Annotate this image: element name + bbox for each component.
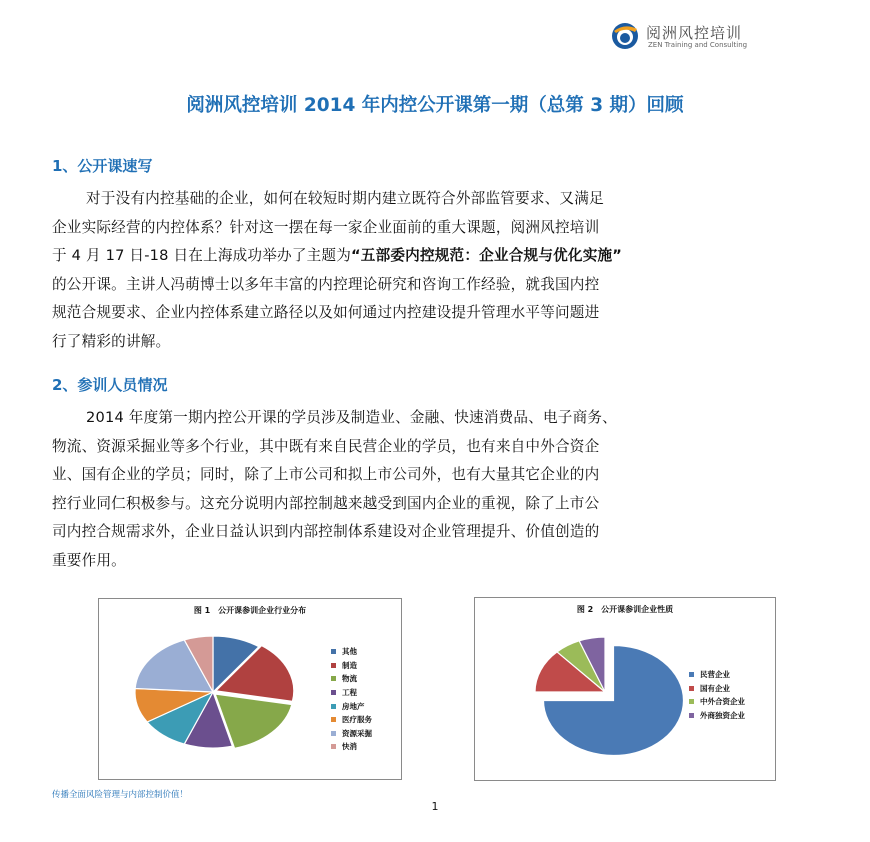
legend-label: 快消 — [342, 742, 357, 752]
legend-item — [331, 659, 372, 673]
course-theme: “五部委内控规范：企业合规与优化实施” — [351, 247, 623, 265]
paragraph-line: 控行业同仁积极参与。这充分说明内部控制越来越受到国内企业的重视，除了上市公 — [52, 494, 600, 512]
section-heading-2: 2、参训人员情况 — [52, 376, 168, 394]
legend-item — [331, 672, 372, 686]
pie-chart-2 — [505, 624, 680, 749]
paragraph-line: 物流、资源采掘业等多个行业，其中既有来自民营企业的学员，也有来自中外合资企 — [52, 437, 600, 455]
legend-label: 物流 — [342, 674, 357, 684]
legend-label: 房地产 — [342, 701, 365, 711]
legend-item — [331, 740, 372, 754]
legend-label: 民营企业 — [700, 670, 730, 680]
figure-2-nature-pie — [474, 597, 776, 781]
legend-swatch — [331, 717, 336, 722]
chart-title: 图 1 公开课参训企业行业分布 — [193, 606, 307, 615]
legend-label: 制造 — [342, 660, 357, 670]
legend-swatch — [331, 676, 336, 681]
legend-swatch — [689, 672, 694, 677]
paragraph-line: 业、国有企业的学员；同时，除了上市公司和拟上市公司外，也有大量其它企业的内 — [52, 466, 600, 484]
legend-swatch — [331, 704, 336, 709]
section-1-paragraph — [52, 185, 824, 357]
paragraph-line: 对于没有内控基础的企业，如何在较短时期内建立既符合外部监管要求、又满足 — [86, 190, 604, 207]
legend-item — [331, 727, 372, 741]
paragraph-line: 重要作用。 — [52, 551, 126, 569]
company-logo — [610, 20, 770, 56]
legend-item — [689, 682, 745, 696]
section-2-paragraph — [52, 404, 824, 576]
pie-chart-1 — [131, 632, 297, 754]
footer-slogan: 传播全面风险管理与内部控制价值！ — [52, 790, 189, 800]
paragraph-line: 的公开课。主讲人冯萌博士以多年丰富的内控理论研究和咨询工作经验，就我国内控 — [52, 275, 600, 293]
paragraph-line: 司内控合规需求外，企业日益认识到内部控制体系建设对企业管理提升、价值创造的 — [52, 523, 600, 541]
legend-label: 国有企业 — [700, 683, 730, 693]
legend-item — [331, 645, 372, 659]
paragraph-line-text: 于 4 月 17 日-18 日在上海成功举办了主题为 — [52, 247, 351, 265]
chart-legend-2 — [689, 668, 745, 722]
legend-label: 医疗服务 — [342, 715, 372, 725]
legend-item — [331, 713, 372, 727]
paragraph-line: 规范合规要求、企业内控体系建立路径以及如何通过内控建设提升管理水平等问题进 — [52, 304, 600, 322]
paragraph-line: 2014 年度第一期内控公开课的学员涉及制造业、金融、快速消费品、电子商务、 — [86, 409, 617, 426]
legend-label: 资源采掘 — [342, 728, 372, 738]
page-number: 1 — [431, 800, 439, 813]
legend-swatch — [689, 699, 694, 704]
paragraph-line: 企业实际经营的内控体系？针对这一摆在每一家企业面前的重大课题，阅洲风控培训 — [52, 218, 600, 236]
logo-mark-icon — [610, 21, 640, 51]
legend-swatch — [689, 686, 694, 691]
paragraph-line — [52, 242, 824, 271]
legend-label: 其他 — [342, 647, 357, 657]
chart-title: 图 2 公开课参训企业性质 — [576, 605, 674, 614]
legend-swatch — [331, 649, 336, 654]
legend-label: 工程 — [342, 688, 357, 698]
legend-swatch — [331, 690, 336, 695]
legend-label: 外商独资企业 — [700, 711, 745, 721]
legend-swatch — [331, 663, 336, 668]
legend-label: 中外合资企业 — [700, 697, 745, 707]
legend-item — [331, 699, 372, 713]
legend-swatch — [689, 713, 694, 718]
legend-swatch — [331, 731, 336, 736]
paragraph-line: 行了精彩的讲解。 — [52, 332, 171, 350]
legend-item — [689, 695, 745, 709]
legend-item — [689, 709, 745, 723]
document-title: 阅洲风控培训 2014 年内控公开课第一期（总第 3 期）回顾 — [186, 95, 684, 116]
section-heading-1: 1、公开课速写 — [52, 157, 153, 175]
figure-1-industry-pie — [98, 598, 402, 780]
chart-legend-1 — [331, 645, 372, 754]
legend-swatch — [331, 744, 336, 749]
legend-item — [689, 668, 745, 682]
legend-item — [331, 686, 372, 700]
logo-title: 阅洲风控培训 — [646, 24, 743, 42]
logo-subtitle: ZEN Training and Consulting — [648, 41, 748, 49]
